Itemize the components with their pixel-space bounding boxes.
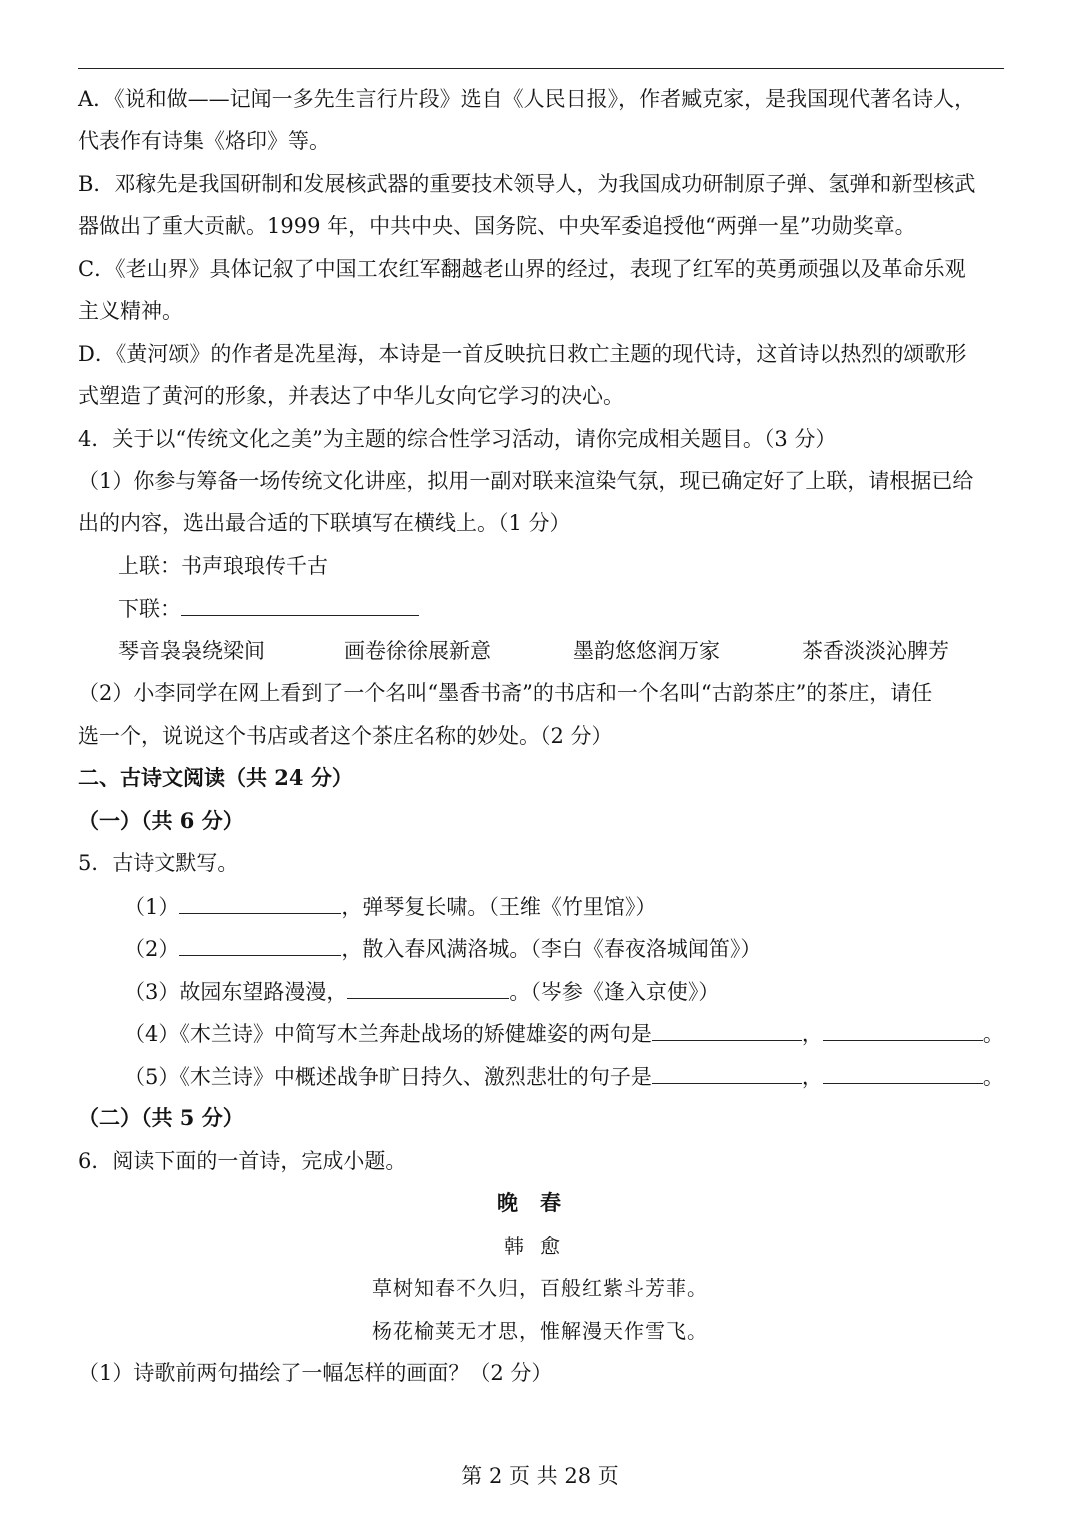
q5-item-2-text: ，散入春风满洛城。（李白《春夜洛城闻笛》）	[341, 937, 762, 961]
q5-item-4-comma: ，	[801, 1022, 823, 1046]
q5-item-3-blank[interactable]	[347, 976, 509, 999]
q5-item-5-blank-2[interactable]	[823, 1061, 983, 1084]
q5-item-4-period: 。	[982, 1022, 1004, 1046]
couplet-choice-3: 墨韵悠悠润万家	[573, 639, 720, 663]
q5-item-4-blank-2[interactable]	[823, 1018, 983, 1041]
q5-item-3-text-after: 。（岑参《逢入京使》）	[509, 980, 720, 1004]
q5-item-1-number: （1）	[124, 895, 180, 919]
q5-item-4-blank-1[interactable]	[652, 1018, 802, 1041]
option-c-line1: C．《老山界》具体记叙了中国工农红军翻越老山界的经过，表现了红军的英勇顽强以及革命乐观	[78, 257, 966, 281]
q5-item-5-text: （5）《木兰诗》中概述战争旷日持久、激烈悲壮的句子是	[124, 1065, 652, 1089]
section-2-part-2: （二）（共 5 分）	[78, 1105, 244, 1130]
q5-item-2	[124, 933, 1004, 963]
option-a-line1: A．《说和做——记闻一多先生言行片段》选自《人民日报》，作者臧克家，是我国现代著名诗人，	[78, 87, 976, 111]
couplet-choice-1: 琴音袅袅绕梁间	[118, 639, 265, 663]
poem-line-1: 草树知春不久归，百般红紫斗芳菲。	[372, 1276, 708, 1300]
question-5-stem: 5．古诗文默写。	[78, 851, 239, 875]
couplet-choice-2: 画卷徐徐展新意	[344, 639, 491, 663]
q5-item-5-comma: ，	[801, 1065, 823, 1089]
section-2-part-1: （一）（共 6 分）	[78, 808, 244, 833]
question-6-stem: 6．阅读下面的一首诗，完成小题。	[78, 1149, 407, 1173]
q5-item-1	[124, 891, 1004, 921]
lower-couplet-row	[118, 593, 1004, 623]
page-footer: 第 2 页 共 28 页	[461, 1464, 619, 1488]
q5-item-4-text: （4）《木兰诗》中简写木兰奔赴战场的矫健雄姿的两句是	[124, 1022, 652, 1046]
q5-item-5-blank-1[interactable]	[652, 1061, 802, 1084]
q5-item-4	[124, 1018, 1004, 1048]
q5-item-2-blank[interactable]	[179, 933, 341, 956]
q6-sub1: （1）诗歌前两句描绘了一幅怎样的画面？（2 分）	[78, 1361, 553, 1385]
q4-sub2-line2: 选一个，说说这个书店或者这个茶庄名称的妙处。（2 分）	[78, 724, 613, 748]
poem-line-2: 杨花榆荚无才思，惟解漫天作雪飞。	[372, 1319, 708, 1343]
option-b-line2: 器做出了重大贡献。1999 年，中共中央、国务院、中央军委追授他“两弹一星”功勋奖章。	[78, 214, 916, 238]
couplet-choice-4: 茶香淡淡沁脾芳	[802, 639, 949, 663]
question-4-stem: 4．关于以“传统文化之美”为主题的综合性学习活动，请你完成相关题目。（3 分）	[78, 427, 837, 451]
q5-item-3-text-before: （3）故园东望路漫漫，	[124, 980, 348, 1004]
q5-item-2-number: （2）	[124, 937, 180, 961]
option-c-line2: 主义精神。	[78, 299, 183, 323]
option-b-line1: B．邓稼先是我国研制和发展核武器的重要技术领导人，为我国成功研制原子弹、氢弹和新型核武	[78, 172, 976, 196]
option-d-line1: D．《黄河颂》的作者是冼星海，本诗是一首反映抗日救亡主题的现代诗，这首诗以热烈的颂歌形	[78, 342, 967, 366]
header-rule	[78, 68, 1004, 69]
option-a-line2: 代表作有诗集《烙印》等。	[78, 129, 330, 153]
section-2-title: 二、古诗文阅读（共 24 分）	[78, 765, 353, 790]
lower-couplet-blank[interactable]	[181, 593, 419, 616]
option-d-line2: 式塑造了黄河的形象，并表达了中华儿女向它学习的决心。	[78, 384, 624, 408]
q5-item-5	[124, 1061, 1004, 1091]
q5-item-5-period: 。	[982, 1065, 1004, 1089]
upper-couplet: 上联：书声琅琅传千古	[118, 554, 328, 578]
q4-sub1-line2: 出的内容，选出最合适的下联填写在横线上。（1 分）	[78, 511, 571, 535]
poem-author: 韩愈	[504, 1234, 576, 1258]
q5-item-1-blank[interactable]	[179, 891, 341, 914]
poem-title: 晚春	[497, 1190, 583, 1215]
q5-item-1-text: ，弹琴复长啸。（王维《竹里馆》）	[341, 895, 657, 919]
q4-sub1-line1: （1）你参与筹备一场传统文化讲座，拟用一副对联来渲染气氛，现已确定好了上联，请根据已给	[78, 469, 974, 493]
lower-couplet-label: 下联：	[118, 597, 181, 621]
q4-sub2-line1: （2）小李同学在网上看到了一个名叫“墨香书斋”的书店和一个名叫“古韵茶庄”的茶庄，请任	[78, 681, 933, 705]
q5-item-3	[124, 976, 1004, 1006]
